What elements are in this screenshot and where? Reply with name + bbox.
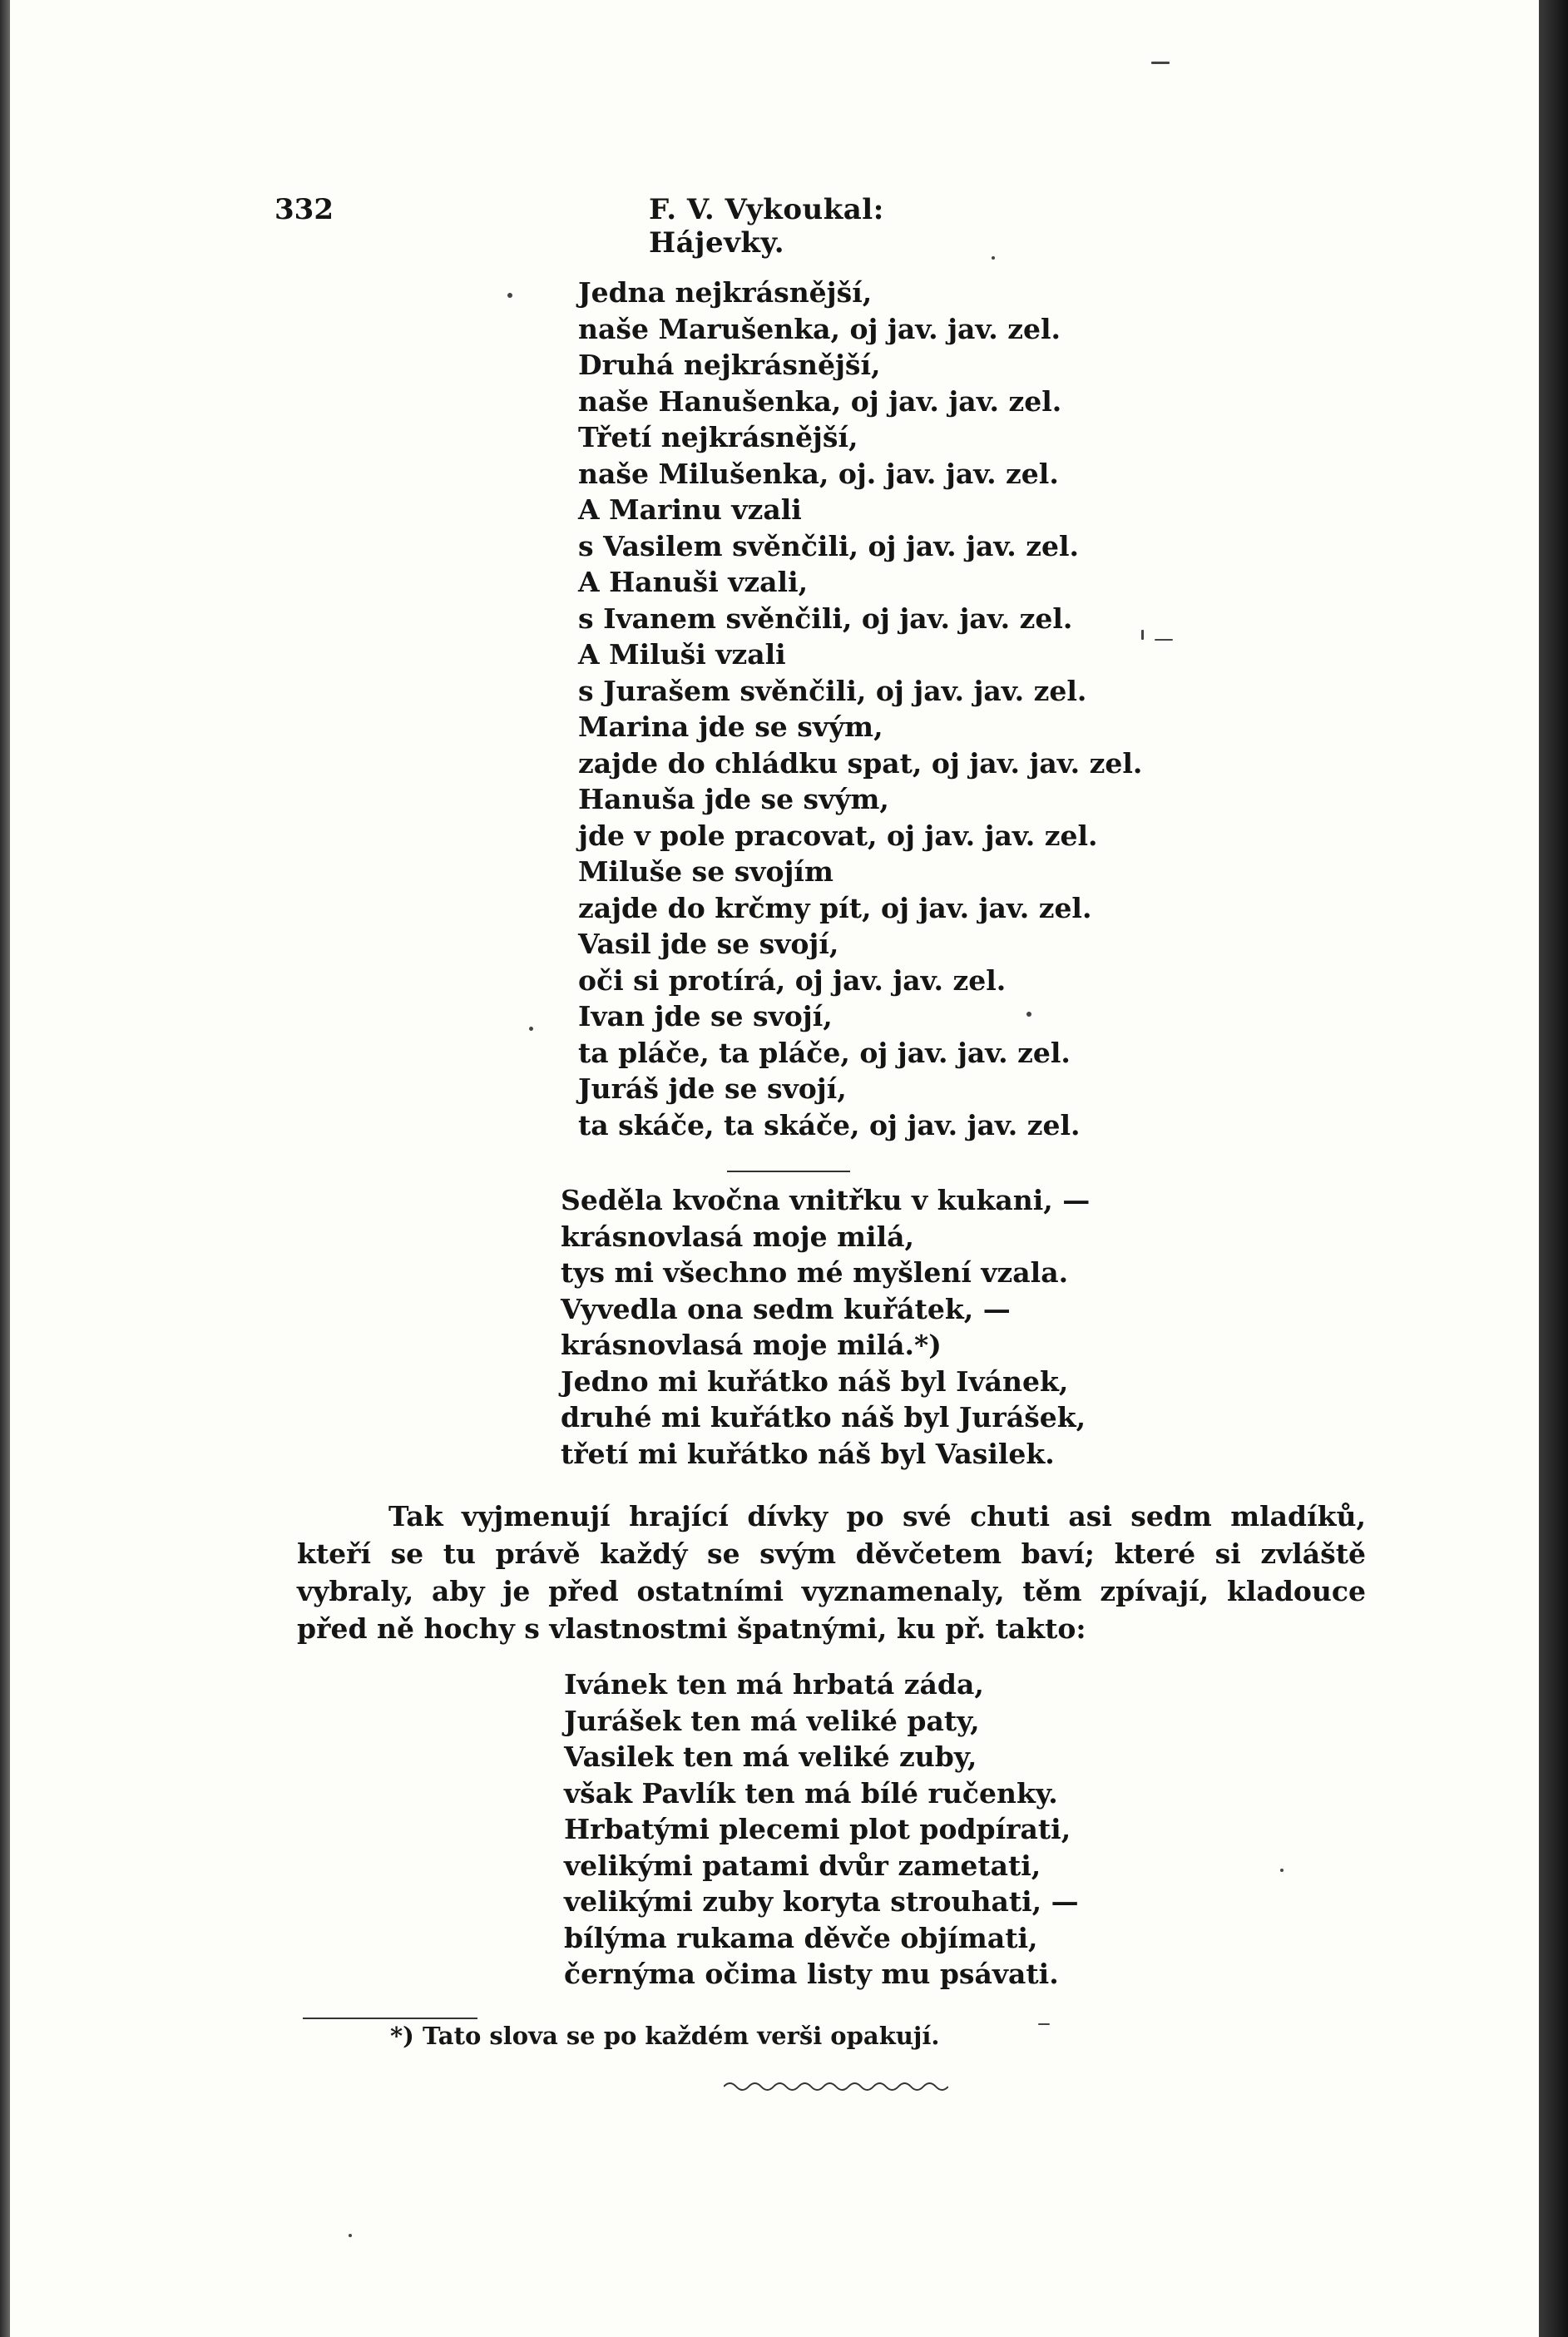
verse-line: Ivánek ten má hrbatá záda, xyxy=(564,1668,984,1701)
verse-line: Hanuša jde se svým, xyxy=(578,783,889,815)
section-divider xyxy=(727,1171,850,1172)
book-page xyxy=(10,0,1539,2337)
scan-right-edge xyxy=(1539,0,1568,2337)
verse-line: zajde do chládku spat, oj jav. jav. zel. xyxy=(578,746,1143,780)
verse-line: velikými patami dvůr zametati, xyxy=(564,1849,1041,1882)
verse-line: A Miluši vzali xyxy=(578,638,786,671)
end-ornament-squiggle xyxy=(724,2078,948,2095)
page-header xyxy=(275,193,1007,260)
verse-line: Ivan jde se svojí, xyxy=(578,1000,833,1032)
footnote-rule xyxy=(303,2018,477,2019)
verse-line: naše Milušenka, oj. jav. jav. zel. xyxy=(578,457,1059,490)
verse-line: s Ivanem svěnčili, oj jav. jav. zel. xyxy=(578,602,1073,635)
verse-line: oči si protírá, oj jav. jav. zel. xyxy=(578,963,1007,997)
prose-paragraph: Tak vyjmenují hrající dívky po své chuti asi sedm mladíků, kteří se tu právě každý se svým děvčetem baví; které si zvláště vybraly, aby je před ostatními vyznamenaly, těm zpívají, kladouce před ně hochy s vlastnostmi špatnými, ku př. takto: xyxy=(297,1500,1366,1645)
verse-block-2 xyxy=(561,1182,1090,1472)
verse-line: však Pavlík ten má bílé ručenky. xyxy=(564,1776,1058,1810)
verse-line: A Hanuši vzali, xyxy=(578,566,809,598)
verse-line: krásnovlasá moje milá, xyxy=(561,1220,914,1253)
verse-line: ta pláče, ta pláče, oj jav. jav. zel. xyxy=(578,1036,1071,1069)
verse-line: Jedno mi kuřátko náš byl Ivánek, xyxy=(561,1364,1069,1398)
verse-line: Miluše se svojím xyxy=(578,855,833,888)
verse-line: bílýma rukama děvče objímati, xyxy=(564,1921,1038,1954)
verse-line: druhé mi kuřátko náš byl Jurášek, xyxy=(561,1401,1086,1433)
verse-block-1 xyxy=(578,275,1142,1143)
verse-line: Marina jde se svým, xyxy=(578,711,883,743)
verse-line: Třetí nejkrásnější, xyxy=(578,421,858,453)
verse-line: naše Marušenka, oj jav. jav. zel. xyxy=(578,312,1061,345)
verse-line: zajde do krčmy pít, oj jav. jav. zel. xyxy=(578,891,1092,924)
verse-line: třetí mi kuřátko náš byl Vasilek. xyxy=(561,1437,1055,1470)
verse-line: Hrbatými plecemi plot podpírati, xyxy=(564,1813,1071,1845)
scan-speck xyxy=(1151,62,1170,64)
running-title: F. V. Vykoukal: Hájevky. xyxy=(649,193,884,260)
verse-line: Druhá nejkrásnější, xyxy=(578,349,881,381)
verse-line: Jurášek ten má veliké paty, xyxy=(564,1704,980,1737)
verse-line: černýma očima listy mu psávati. xyxy=(564,1958,1059,1990)
scan-speck xyxy=(529,1027,533,1031)
verse-line: s Vasilem svěnčili, oj jav. jav. zel. xyxy=(578,529,1080,562)
verse-line: velikými zuby koryta strouhati, — xyxy=(564,1885,1079,1918)
scan-speck xyxy=(349,2234,352,2237)
verse-line: ta skáče, ta skáče, oj jav. jav. zel. xyxy=(578,1108,1081,1141)
verse-line: Seděla kvočna vnitřku v kukani, — xyxy=(561,1184,1091,1216)
verse-line: Jedna nejkrásnější, xyxy=(578,276,873,309)
verse-line: Juráš jde se svojí, xyxy=(578,1072,847,1105)
footnote: *) Tato slova se po každém verši opakují. xyxy=(390,2022,940,2050)
scan-speck xyxy=(1141,630,1144,640)
verse-line: tys mi všechno mé myšlení vzala. xyxy=(561,1256,1069,1289)
verse-line: A Marinu vzali xyxy=(578,493,802,526)
verse-line: Vasilek ten má veliké zuby, xyxy=(564,1740,977,1773)
scan-left-edge xyxy=(0,0,10,2337)
verse-line: Vyvedla ona sedm kuřátek, — xyxy=(561,1292,1011,1325)
verse-line: naše Hanušenka, oj jav. jav. zel. xyxy=(578,384,1062,418)
scan-speck xyxy=(1026,1012,1031,1017)
page-number: 332 xyxy=(275,193,334,226)
scan-speck xyxy=(1038,2023,1050,2025)
verse-line: Vasil jde se svojí, xyxy=(578,928,839,960)
verse-block-3 xyxy=(564,1666,1079,1993)
verse-line: krásnovlasá moje milá.*) xyxy=(561,1329,942,1361)
scan-speck xyxy=(1280,1869,1284,1872)
verse-line: jde v pole pracovat, oj jav. jav. zel. xyxy=(578,819,1098,852)
scan-speck xyxy=(507,293,512,298)
scan-speck xyxy=(992,256,995,260)
scan-speck xyxy=(1155,639,1173,641)
verse-line: s Jurašem svěnčili, oj jav. jav. zel. xyxy=(578,674,1087,707)
